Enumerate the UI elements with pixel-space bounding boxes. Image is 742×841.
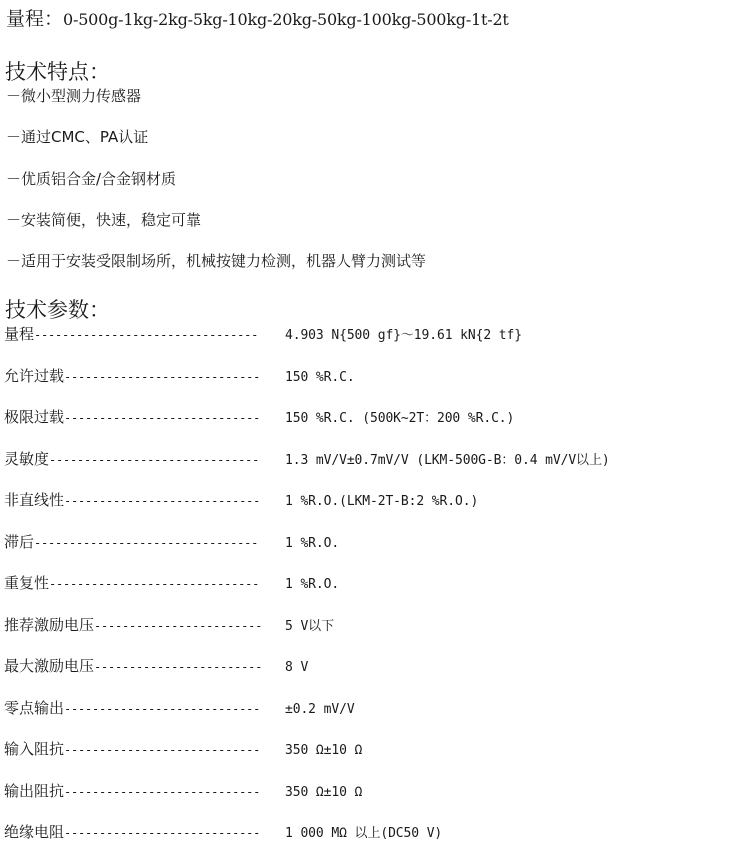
- param-row: [4, 571, 610, 613]
- param-name: 推荐激励电压: [4, 615, 95, 634]
- param-name: 绝缘电阻: [4, 823, 65, 841]
- param-row: [4, 488, 610, 530]
- param-row: [4, 654, 610, 696]
- feature-item: －微小型测力传感器: [6, 87, 142, 105]
- param-leader: ----------------------------: [64, 826, 261, 840]
- param-value: 8 V: [285, 660, 309, 675]
- feature-item: －通过CMC、PA认证: [6, 128, 149, 147]
- feature-item: －安装简便，快速，稳定可靠: [6, 210, 202, 229]
- param-leader: ------------------------: [94, 660, 263, 674]
- param-row: [4, 405, 610, 447]
- param-value: 150 %R.C. (500K~2T：200 %R.C.): [285, 411, 515, 426]
- param-value: 4.903 N{500 gf}～19.61 kN{2 tf}: [285, 328, 522, 343]
- param-leader: ----------------------------: [64, 369, 261, 384]
- feature-item: －优质铝合金/合金钢材质: [6, 169, 177, 188]
- param-leader: --------------------------------: [34, 328, 259, 342]
- param-value: 1 000 MΩ 以上(DC50 V): [285, 826, 443, 841]
- param-value: 350 Ω±10 Ω: [285, 743, 363, 758]
- param-name: 允许过载: [4, 366, 65, 385]
- params-list: [4, 322, 610, 841]
- param-leader: ----------------------------: [64, 494, 261, 508]
- features-list: [6, 84, 426, 290]
- param-leader: ----------------------------: [64, 701, 261, 716]
- param-row: [4, 322, 610, 364]
- param-leader: ------------------------------: [49, 577, 260, 591]
- param-name: 灵敏度: [4, 449, 50, 468]
- param-row: [4, 613, 610, 655]
- param-value: 1 %R.O.: [285, 535, 340, 551]
- param-name: 最大激励电压: [4, 657, 95, 675]
- range-value: 0-500g-1kg-2kg-5kg-10kg-20kg-50kg-100kg-500kg-1t-2t: [63, 10, 509, 29]
- param-row: [4, 364, 610, 406]
- param-value: 150 %R.C.: [285, 369, 355, 385]
- param-name: 重复性: [4, 574, 50, 592]
- param-row: [4, 696, 610, 738]
- param-name: 零点输出: [4, 698, 65, 717]
- param-leader: ------------------------------: [49, 452, 260, 467]
- param-value: 1 %R.O.: [285, 577, 340, 592]
- param-value: 1.3 mV/V±0.7mV/V (LKM-500G-B：0.4 mV/V以上): [285, 452, 610, 468]
- param-value: ±0.2 mV/V: [285, 701, 355, 717]
- param-name: 非直线性: [4, 491, 65, 509]
- param-row: [4, 737, 610, 779]
- features-heading: 技术特点：: [5, 60, 110, 84]
- param-row: [4, 820, 610, 841]
- param-name: 极限过载: [4, 408, 65, 426]
- feature-item: －适用于安装受限制场所，机械按键力检测，机器人臂力测试等: [6, 252, 427, 271]
- param-value: 350 Ω±10 Ω: [285, 784, 363, 800]
- range-label: 量程：: [6, 8, 64, 30]
- param-leader: ----------------------------: [64, 411, 261, 425]
- param-leader: ----------------------------: [64, 784, 261, 799]
- param-name: 输出阻抗: [4, 781, 65, 800]
- param-name: 量程: [4, 325, 35, 343]
- param-row: [4, 530, 610, 572]
- param-name: 输入阻抗: [4, 740, 65, 758]
- param-leader: --------------------------------: [34, 535, 259, 550]
- param-row: [4, 779, 610, 821]
- param-leader: ----------------------------: [64, 743, 261, 757]
- param-leader: ------------------------: [94, 618, 263, 633]
- param-name: 滞后: [4, 532, 35, 551]
- param-value: 1 %R.O.(LKM-2T-B:2 %R.O.): [285, 494, 479, 509]
- params-heading: 技术参数：: [5, 298, 110, 322]
- param-value: 5 V以下: [285, 618, 334, 634]
- param-row: [4, 447, 610, 489]
- range-line: [6, 4, 509, 31]
